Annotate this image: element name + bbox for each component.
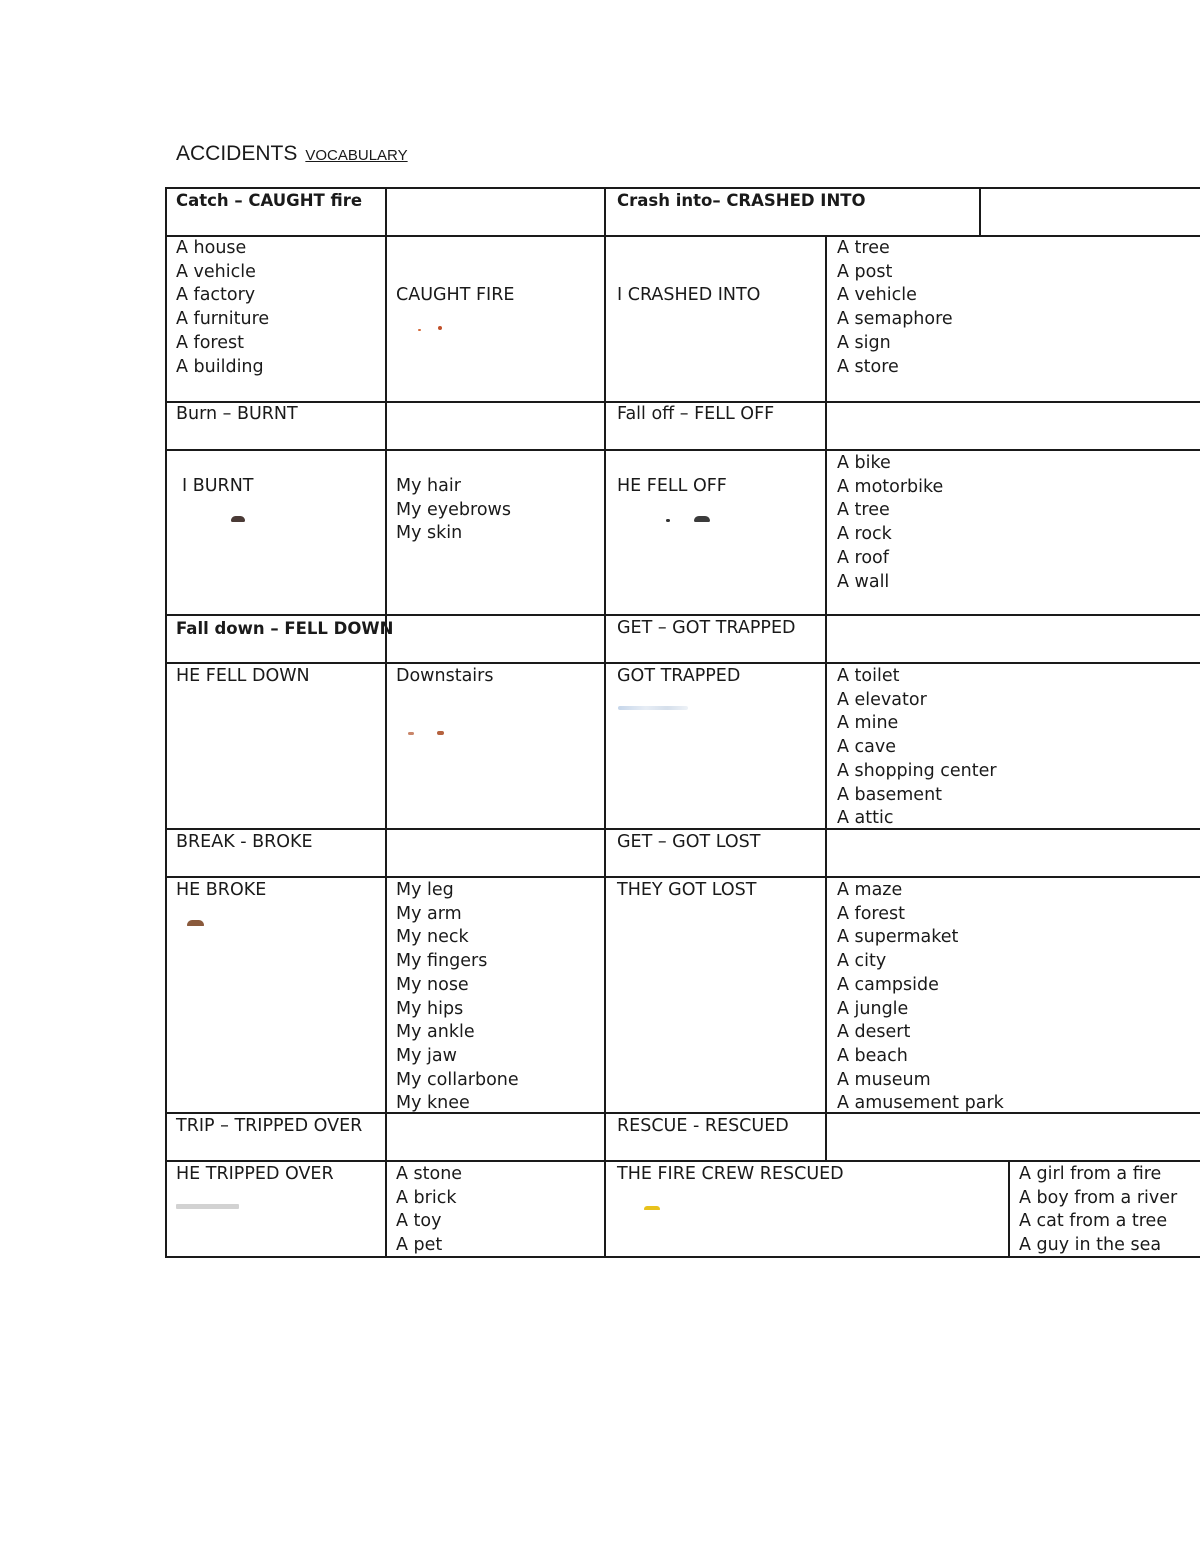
list-item: My hips bbox=[396, 998, 464, 1019]
list-item: A tree bbox=[837, 500, 890, 521]
list-item: A desert bbox=[837, 1022, 911, 1043]
list-item: A shopping center bbox=[837, 760, 997, 781]
table-border-left bbox=[165, 187, 167, 1258]
cell-header-break: BREAK - BROKE bbox=[176, 832, 313, 852]
col-divider bbox=[604, 187, 606, 1258]
list-item: My collarbone bbox=[396, 1069, 519, 1090]
list-item: My arm bbox=[396, 903, 462, 924]
list-item: A forest bbox=[837, 903, 905, 924]
list-item: A city bbox=[837, 951, 887, 972]
list-item: A pet bbox=[396, 1235, 443, 1256]
list-item: A supermaket bbox=[837, 927, 959, 948]
cell-got-trapped: GOT TRAPPED bbox=[617, 666, 741, 686]
list-item: A cat from a tree bbox=[1019, 1211, 1168, 1232]
list-rescued bbox=[1019, 1163, 1177, 1258]
list-item: A forest bbox=[176, 332, 244, 353]
list-item: A mine bbox=[837, 713, 899, 734]
list-item: A toilet bbox=[837, 666, 900, 686]
row-divider bbox=[166, 614, 1200, 616]
cell-header-catch: Catch – CAUGHT fire bbox=[176, 191, 363, 210]
list-item: A amusement park bbox=[837, 1093, 1004, 1114]
list-item: My leg bbox=[396, 880, 454, 900]
list-item: My knee bbox=[396, 1093, 470, 1114]
trapped-image-fragment bbox=[618, 706, 688, 710]
list-item: A brick bbox=[396, 1187, 457, 1208]
list-item: A toy bbox=[396, 1211, 442, 1232]
cell-he-fell-down: HE FELL DOWN bbox=[176, 666, 310, 686]
list-item: A house bbox=[176, 238, 247, 258]
list-things-tripped-over bbox=[396, 1163, 462, 1258]
list-item: A cave bbox=[837, 737, 897, 758]
list-item: A jungle bbox=[837, 998, 909, 1019]
cell-they-got-lost: THEY GOT LOST bbox=[617, 880, 757, 900]
list-item: A campside bbox=[837, 974, 939, 995]
cell-downstairs: Downstairs bbox=[396, 666, 494, 686]
list-item: A rock bbox=[837, 524, 892, 545]
row-divider bbox=[166, 662, 1200, 664]
cell-header-burn: Burn – BURNT bbox=[176, 404, 298, 424]
list-item: A basement bbox=[837, 784, 943, 805]
rescue-image-fragment bbox=[644, 1206, 660, 1210]
list-item: A sign bbox=[837, 332, 891, 353]
list-item: My fingers bbox=[396, 951, 488, 972]
list-item: A roof bbox=[837, 547, 889, 568]
list-item: My jaw bbox=[396, 1045, 457, 1066]
list-item: My neck bbox=[396, 927, 469, 948]
cell-he-fell-off: HE FELL OFF bbox=[617, 476, 727, 496]
break-image-fragment bbox=[187, 920, 204, 926]
cell-header-get-lost: GET – GOT LOST bbox=[617, 832, 761, 852]
list-things-caught-fire bbox=[176, 237, 269, 379]
list-item: A girl from a fire bbox=[1019, 1164, 1162, 1184]
fall-image-fragment bbox=[694, 516, 710, 522]
row-divider bbox=[166, 828, 1200, 830]
list-item: A guy in the sea bbox=[1019, 1235, 1162, 1256]
list-things-burnt bbox=[396, 475, 511, 546]
cell-header-crash: Crash into– CRASHED INTO bbox=[617, 191, 866, 210]
cell-header-fall-down: Fall down – FELL DOWN bbox=[176, 619, 394, 638]
cell-header-rescue: RESCUE - RESCUED bbox=[617, 1116, 789, 1136]
document-title bbox=[176, 142, 408, 166]
cell-he-tripped-over: HE TRIPPED OVER bbox=[176, 1164, 334, 1184]
list-item: A beach bbox=[837, 1045, 908, 1066]
list-item: A post bbox=[837, 261, 893, 282]
list-item: A store bbox=[837, 356, 899, 377]
list-item: A maze bbox=[837, 880, 903, 900]
col-divider bbox=[825, 235, 827, 1162]
cell-header-trip: TRIP – TRIPPED OVER bbox=[176, 1116, 363, 1136]
list-item: A vehicle bbox=[176, 261, 256, 282]
list-item: A boy from a river bbox=[1019, 1187, 1178, 1208]
list-item: A wall bbox=[837, 571, 890, 592]
list-item: A bike bbox=[837, 453, 891, 473]
col-divider bbox=[385, 187, 387, 1258]
stairs-image-fragment bbox=[408, 732, 414, 735]
list-places-lost bbox=[837, 879, 1004, 1116]
list-things-crashed-into bbox=[837, 237, 953, 379]
list-item: A motorbike bbox=[837, 476, 944, 497]
stairs-image-fragment bbox=[437, 731, 444, 735]
title-sub: VOCABULARY bbox=[305, 147, 408, 164]
list-item: A museum bbox=[837, 1069, 931, 1090]
cell-header-get-trapped: GET – GOT TRAPPED bbox=[617, 618, 796, 638]
row-divider bbox=[166, 449, 1200, 451]
row-divider bbox=[166, 1160, 1200, 1162]
list-item: My eyebrows bbox=[396, 499, 511, 520]
list-body-parts bbox=[396, 879, 519, 1116]
trip-image-fragment bbox=[176, 1204, 239, 1209]
list-places-trapped bbox=[837, 665, 997, 831]
list-item: A factory bbox=[176, 285, 256, 306]
list-item: A attic bbox=[837, 808, 894, 829]
col-divider bbox=[979, 187, 981, 236]
list-item: My skin bbox=[396, 523, 463, 544]
list-item: A furniture bbox=[176, 309, 270, 330]
list-item: A vehicle bbox=[837, 285, 917, 306]
fire-image-fragment bbox=[438, 326, 442, 330]
title-main: ACCIDENTS bbox=[176, 142, 298, 165]
cell-header-fall-off: Fall off – FELL OFF bbox=[617, 404, 775, 424]
fall-image-fragment bbox=[666, 519, 670, 522]
fire-image-fragment bbox=[418, 329, 421, 331]
list-item: A semaphore bbox=[837, 309, 953, 330]
list-item: A tree bbox=[837, 238, 890, 258]
row-divider bbox=[166, 235, 1200, 237]
list-item: A building bbox=[176, 356, 264, 377]
row-divider bbox=[166, 876, 1200, 878]
list-things-fell-off bbox=[837, 452, 943, 594]
row-divider bbox=[166, 1112, 1200, 1114]
cell-he-broke: HE BROKE bbox=[176, 880, 267, 900]
list-item: My ankle bbox=[396, 1022, 475, 1043]
list-item: A elevator bbox=[837, 689, 927, 710]
cell-caught-fire: CAUGHT FIRE bbox=[396, 285, 515, 305]
cell-i-burnt: I BURNT bbox=[182, 476, 254, 496]
list-item: A stone bbox=[396, 1164, 463, 1184]
burn-image-fragment bbox=[231, 516, 245, 522]
col-divider bbox=[1008, 1160, 1010, 1258]
list-item: My nose bbox=[396, 974, 469, 995]
list-item: My hair bbox=[396, 476, 461, 496]
cell-fire-crew-rescued: THE FIRE CREW RESCUED bbox=[617, 1164, 844, 1184]
cell-i-crashed-into: I CRASHED INTO bbox=[617, 285, 761, 305]
